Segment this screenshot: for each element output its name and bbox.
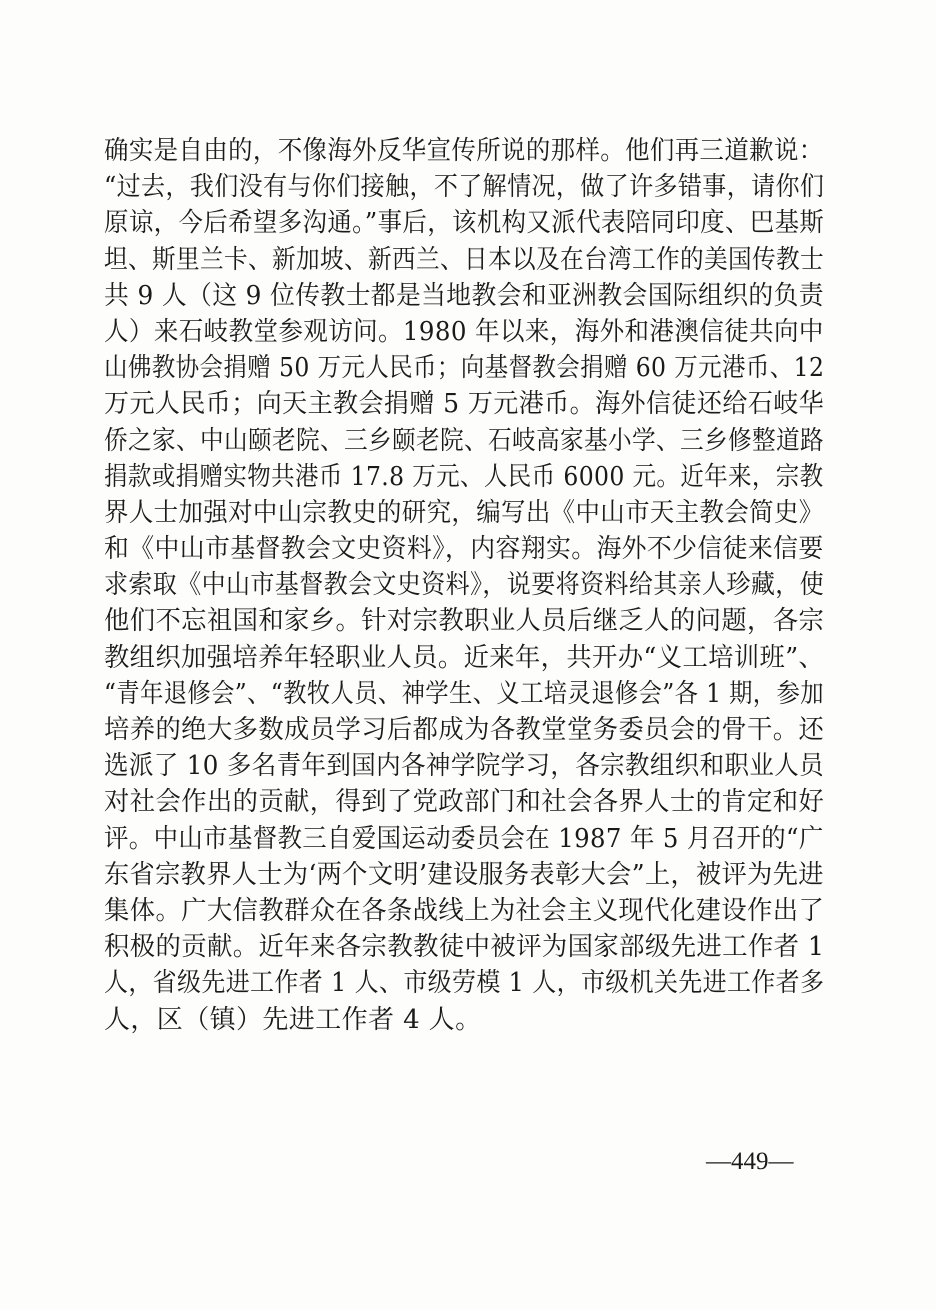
text-line: “青年退修会”、“教牧人员、神学生、义工培灵退修会”各 1 期，参加 [104,678,824,709]
text-line: 山佛教协会捐赠 50 万元人民币；向基督教会捐赠 60 万元港币、12 [104,353,825,384]
text-line: 捐款或捐赠实物共港币 17.8 万元、人民币 6000 元。近年来，宗教 [104,461,824,492]
page-number: —449— [706,1148,794,1175]
text-line: 和《中山市基督教会文史资料》，内容翔实。海外不少信徒来信要 [104,534,824,565]
text-line: 坦、斯里兰卡、新加坡、新西兰、日本以及在台湾工作的美国传教士 [104,244,825,275]
text-line: 对社会作出的贡献，得到了党政部门和社会各界人士的肯定和好 [104,787,825,818]
text-line: 侨之家、中山颐老院、三乡颐老院、石岐高家基小学、三乡修整道路 [104,425,825,456]
text-line: 人，区（镇）先进工作者 4 人。 [104,1004,482,1035]
text-line: 教组织加强培养年轻职业人员。近来年，共开办“义工培训班”、 [104,642,825,673]
text-line: 人，省级先进工作者 1 人、市级劳模 1 人，市级机关先进工作者多 [104,968,825,999]
text-line: 选派了 10 多名青年到国内各神学院学习，各宗教组织和职业人员 [104,751,825,782]
text-line: 确实是自由的，不像海外反华宣传所说的那样。他们再三道歉说： [104,136,824,166]
text-line: “过去，我们没有与你们接触，不了解情况，做了许多错事，请你们 [104,172,825,203]
text-line: 求索取《中山市基督教会文史资料》，说要将资料给其亲人珍藏，使 [104,570,825,601]
body-text [104,133,824,1038]
text-line: 积极的贡献。近年来各宗教教徒中被评为国家部级先进工作者 1 [104,932,825,963]
text-line: 界人士加强对中山宗教史的研究，编写出《中山市天主教会简史》 [104,497,824,528]
text-line: 他们不忘祖国和家乡。针对宗教职业人员后继乏人的问题，各宗 [104,606,825,637]
text-line: 培养的绝大多数成员学习后都成为各教堂堂务委员会的骨干。还 [104,715,825,745]
text-line: 共 9 人（这 9 位传教士都是当地教会和亚洲教会国际组织的负责 [104,280,824,311]
text-line: 万元人民币；向天主教会捐赠 5 万元港币。海外信徒还给石岐华 [104,389,825,420]
text-line: 人）来石岐教堂参观访问。1980 年以来，海外和港澳信徒共向中 [104,316,824,347]
text-line: 评。中山市基督教三自爱国运动委员会在 1987 年 5 月召开的“广 [104,823,824,854]
text-line: 东省宗教界人士为‘两个文明’建设服务表彰大会”上，被评为先进 [104,859,824,890]
text-line: 原谅，今后希望多沟通。”事后，该机构又派代表陪同印度、巴基斯 [104,208,825,239]
text-line: 集体。广大信教群众在各条战线上为社会主义现代化建设作出了 [104,895,825,926]
